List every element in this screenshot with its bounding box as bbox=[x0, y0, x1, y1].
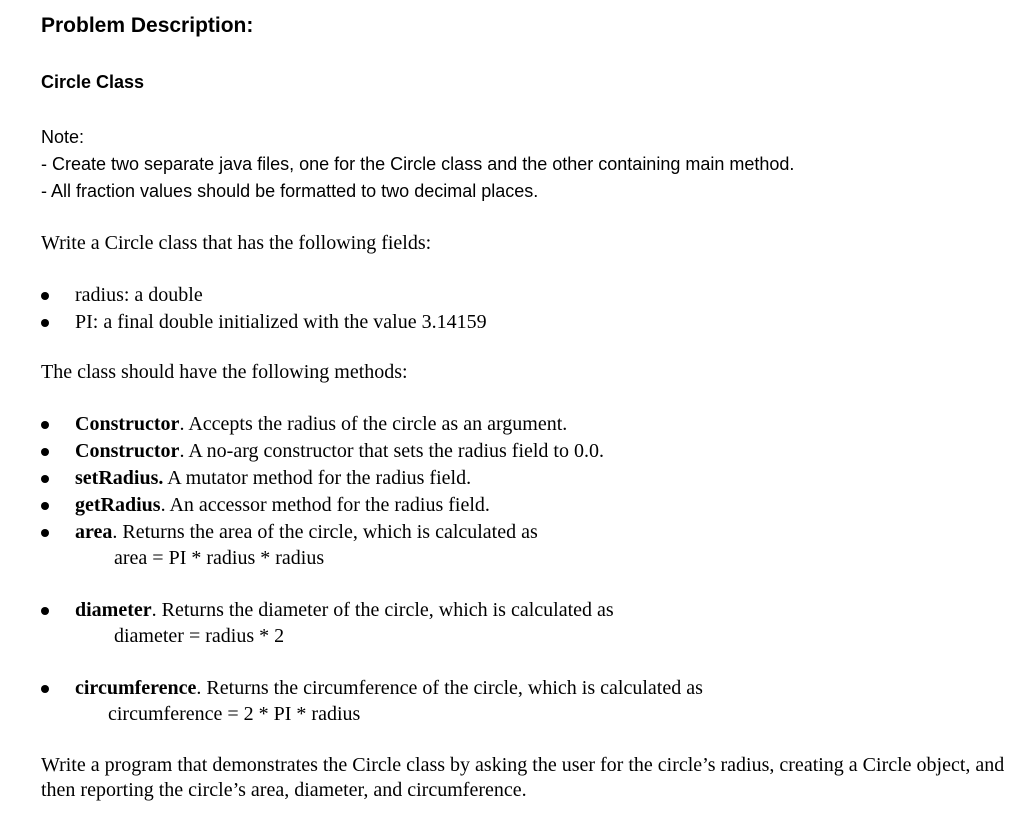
note-label: Note: bbox=[41, 127, 85, 147]
bullet-icon bbox=[41, 448, 49, 456]
closing-paragraph: Write a program that demonstrates the Circle class by asking the user for the circle’s radius, creating a Circle object, and then reporting the circle’s area, diameter, and circumference. bbox=[41, 754, 1005, 801]
bullet-icon bbox=[41, 502, 49, 510]
method-desc: . An accessor method for the radius field. bbox=[160, 494, 490, 516]
method-desc: . A no-arg constructor that sets the radius field to 0.0. bbox=[179, 440, 604, 462]
method-desc: . Returns the circumference of the circle, which is calculated as bbox=[196, 677, 703, 699]
diameter-formula: diameter = radius * 2 bbox=[114, 625, 285, 647]
method-desc: A mutator method for the radius field. bbox=[163, 467, 472, 489]
note-block bbox=[41, 124, 794, 205]
page-title: Problem Description: bbox=[41, 14, 254, 37]
fields-intro: Write a Circle class that has the following fields: bbox=[41, 232, 432, 254]
method-name: area bbox=[75, 521, 113, 543]
circumference-formula: circumference = 2 * PI * radius bbox=[108, 703, 361, 725]
methods-intro: The class should have the following methods: bbox=[41, 361, 408, 383]
section-title: Circle Class bbox=[41, 72, 145, 92]
method-desc: . Accepts the radius of the circle as an argument. bbox=[179, 413, 568, 435]
method-desc: . Returns the diameter of the circle, which is calculated as bbox=[151, 599, 614, 621]
method-name: setRadius. bbox=[75, 467, 164, 489]
method-name: Constructor bbox=[75, 413, 180, 435]
bullet-icon bbox=[41, 529, 49, 537]
method-name: diameter bbox=[75, 599, 152, 621]
note-line: - All fraction values should be formatted to two decimal places. bbox=[41, 181, 539, 201]
field-text: radius: a double bbox=[75, 284, 203, 306]
method-name: Constructor bbox=[75, 440, 180, 462]
note-line: - Create two separate java files, one for the Circle class and the other containing main method. bbox=[41, 154, 795, 174]
bullet-icon bbox=[41, 685, 49, 693]
bullet-icon bbox=[41, 319, 49, 327]
area-formula: area = PI * radius * radius bbox=[114, 547, 325, 569]
method-desc: . Returns the area of the circle, which is calculated as bbox=[112, 521, 538, 543]
bullet-icon bbox=[41, 475, 49, 483]
bullet-icon bbox=[41, 421, 49, 429]
field-text: PI: a final double initialized with the value 3.14159 bbox=[75, 311, 487, 333]
bullet-icon bbox=[41, 292, 49, 300]
method-name: circumference bbox=[75, 677, 197, 699]
method-name: getRadius bbox=[75, 494, 161, 516]
bullet-icon bbox=[41, 607, 49, 615]
